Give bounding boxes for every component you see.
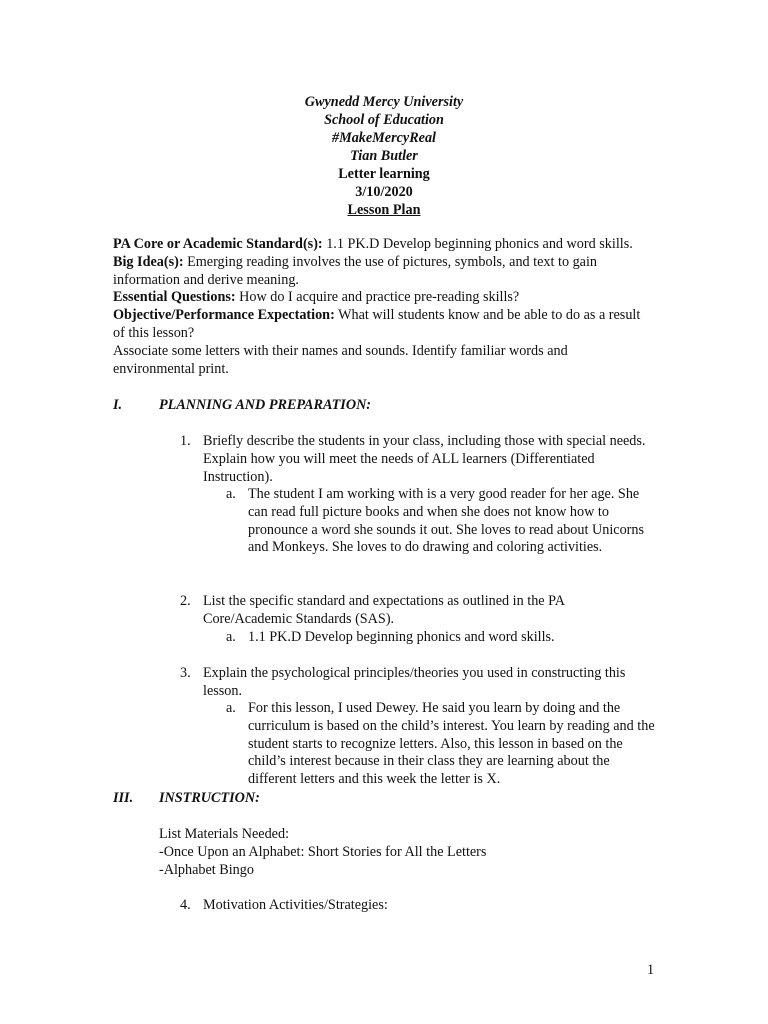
- author-name: Tian Butler: [350, 148, 418, 164]
- document-title: Lesson Plan: [347, 202, 421, 218]
- item-text: Briefly describe the students in your class, including those with special needs. Explain how you will meet the needs of ALL learners (Differentiated Instruction).: [203, 433, 646, 485]
- sub-list-item: [226, 700, 656, 789]
- page-number: 1: [647, 962, 655, 978]
- hashtag: #MakeMercyReal: [331, 130, 437, 146]
- section-title: INSTRUCTION:: [159, 790, 260, 806]
- material-item: -Alphabet Bingo: [159, 861, 254, 878]
- materials-heading: List Materials Needed:: [159, 826, 290, 842]
- material-item: -Once Upon an Alphabet: Short Stories for All the Letters: [159, 843, 487, 860]
- big-idea-paragraph: [113, 254, 648, 290]
- list-item: [180, 593, 650, 629]
- lesson-date: 3/10/2020: [355, 184, 413, 200]
- sub-item-text: 1.1 PK.D Develop beginning phonics and word skills.: [248, 629, 555, 645]
- list-item: [180, 433, 650, 486]
- university-name: Gwynedd Mercy University: [304, 94, 464, 110]
- standard-label: PA Core or Academic Standard(s):: [113, 236, 323, 252]
- materials-list: [159, 826, 486, 879]
- section-number: III.: [113, 790, 134, 806]
- sub-list-item: [226, 629, 656, 647]
- sub-list-item: [226, 486, 656, 557]
- sub-item-text: The student I am working with is a very good reader for her age. She can read full picture books and when she does not know how to pronounce a word she sounds it out. She loves to read about Unicorns and Monkeys. She loves to do drawing and coloring activities.: [248, 486, 644, 556]
- item-number: 4.: [180, 897, 191, 913]
- lesson-topic: Letter learning: [338, 166, 430, 182]
- essential-questions-label: Essential Questions:: [113, 289, 236, 306]
- section-planning-heading: [113, 397, 371, 415]
- standard-text: 1.1 PK.D Develop beginning phonics and word skills.: [322, 236, 633, 252]
- objective-text: What will students know and be able to do as a result of this lesson?: [113, 307, 641, 341]
- objective-label: Objective/Performance Expectation:: [113, 307, 335, 324]
- item-text: Explain the psychological principles/theories you used in constructing this lesson.: [203, 665, 626, 699]
- sub-item-letter: a.: [226, 629, 236, 645]
- objective-paragraph: [113, 307, 648, 343]
- section-number: I.: [113, 397, 123, 413]
- sub-item-letter: a.: [226, 486, 236, 502]
- item-number: 1.: [180, 433, 191, 449]
- big-idea-label: Big Idea(s):: [113, 253, 184, 270]
- item-number: 3.: [180, 665, 191, 681]
- lesson-overview: [113, 236, 648, 378]
- essential-questions-paragraph: [113, 289, 648, 307]
- associate-paragraph: Associate some letters with their names and sounds. Identify familiar words and environmental print.: [113, 342, 568, 377]
- school-name: School of Education: [324, 112, 444, 128]
- item-text: Motivation Activities/Strategies:: [203, 897, 388, 913]
- list-item: [180, 897, 650, 915]
- sub-item-text: For this lesson, I used Dewey. He said you learn by doing and the curriculum is based on the child’s interest. You learn by reading and the student starts to recognize letters. Also, this lesson in based on the child’s interest because in their class they are learning about the different letters and this week the letter is X.: [248, 700, 655, 788]
- essential-questions-text: How do I acquire and practice pre-reading skills?: [235, 289, 520, 306]
- standard-paragraph: [113, 236, 648, 254]
- section-instruction-heading: [113, 790, 260, 808]
- big-idea-text: Emerging reading involves the use of pictures, symbols, and text to gain information and derive meaning.: [113, 253, 598, 288]
- document-header: [0, 94, 768, 220]
- item-number: 2.: [180, 593, 191, 609]
- item-text: List the specific standard and expectations as outlined in the PA Core/Academic Standards (SAS).: [203, 593, 565, 627]
- list-item: [180, 665, 650, 701]
- sub-item-letter: a.: [226, 700, 236, 716]
- section-title: PLANNING AND PREPARATION:: [159, 397, 372, 413]
